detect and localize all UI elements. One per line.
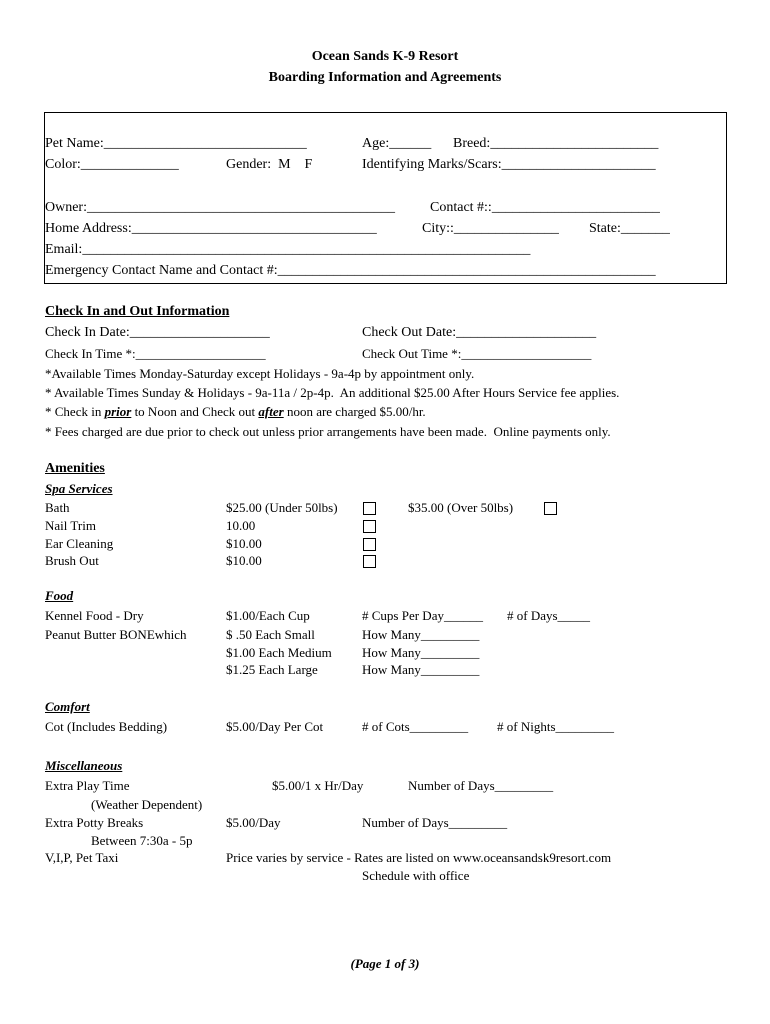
spa-item-price: $25.00 (Under 50lbs) (226, 500, 338, 515)
spa-heading: Spa Services (45, 481, 113, 496)
spa-item-name: Ear Cleaning (45, 536, 114, 551)
kennel-food-price: $1.00/Each Cup (226, 608, 310, 623)
checkin-note-2: * Available Times Sunday & Holidays - 9a-11a / 2p-4p. An additional $25.00 After Hours Service fee applies. (45, 385, 620, 400)
checkin-heading: Check In and Out Information (45, 304, 230, 319)
checkin-note-1: *Available Times Monday-Saturday except Holidays - 9a-4p by appointment only. (45, 366, 475, 381)
spa-item-price: $10.00 (226, 553, 262, 568)
nights-field[interactable]: # of Nights_________ (497, 719, 614, 734)
page-number: (Page 1 of 3) (350, 956, 420, 971)
gender-field[interactable]: Gender: M F (226, 157, 313, 172)
note3-prior: prior (104, 404, 132, 419)
pb-small-how-many[interactable]: How Many_________ (362, 627, 480, 642)
pb-medium-how-many[interactable]: How Many_________ (362, 645, 480, 660)
spa-item-name: Bath (45, 500, 70, 515)
checkin-date-field[interactable]: Check In Date:____________________ (45, 325, 270, 340)
vip-taxi-price: Price varies by service - Rates are listed on www.oceansandsk9resort.com (226, 850, 612, 865)
play-days-field[interactable]: Number of Days_________ (408, 778, 554, 793)
cot-label: Cot (Includes Bedding) (45, 719, 168, 734)
pb-medium-price: $1.00 Each Medium (226, 645, 332, 660)
brush-out-checkbox[interactable] (363, 555, 376, 568)
misc-heading: Miscellaneous (45, 758, 123, 773)
bath-under-50-checkbox[interactable] (363, 502, 376, 515)
vip-taxi-note: Schedule with office (362, 868, 470, 883)
potty-label: Extra Potty Breaks (45, 815, 144, 830)
checkout-date-field[interactable]: Check Out Date:____________________ (362, 325, 597, 340)
checkin-note-3 (45, 405, 426, 418)
contact-field[interactable]: Contact #::________________________ (430, 200, 660, 215)
pet-name-field[interactable]: Pet Name:_____________________________ (45, 136, 307, 151)
nail-trim-checkbox[interactable] (363, 520, 376, 533)
document-subtitle: Boarding Information and Agreements (268, 70, 502, 85)
food-heading: Food (45, 588, 74, 603)
breed-field[interactable]: Breed:________________________ (453, 136, 659, 151)
home-address-field[interactable]: Home Address:___________________________________ (45, 221, 377, 236)
pb-large-price: $1.25 Each Large (226, 662, 318, 677)
city-field[interactable]: City::_______________ (422, 221, 559, 236)
note3-text-a: * Check in (45, 404, 105, 419)
pb-small-price: $ .50 Each Small (226, 627, 315, 642)
cups-per-day-field[interactable]: # Cups Per Day______ (362, 608, 483, 623)
spa-item-price: $10.00 (226, 536, 262, 551)
note3-text-c: noon are charged $5.00/hr. (283, 404, 426, 419)
emergency-contact-field[interactable]: Emergency Contact Name and Contact #:______________________________________________________ (45, 263, 656, 278)
peanut-butter-label: Peanut Butter BONEwhich (45, 627, 187, 642)
document-title: Ocean Sands K-9 Resort (311, 49, 459, 64)
note3-after: after (258, 404, 284, 419)
note3-text-b: to Noon and Check out (131, 404, 259, 419)
spa-item-name: Brush Out (45, 553, 99, 568)
cots-field[interactable]: # of Cots_________ (362, 719, 469, 734)
kennel-food-label: Kennel Food - Dry (45, 608, 144, 623)
spa-item-extra-price: $35.00 (Over 50lbs) (408, 500, 514, 515)
vip-taxi-label: V,I,P, Pet Taxi (45, 850, 119, 865)
marks-field[interactable]: Identifying Marks/Scars:______________________ (362, 157, 656, 172)
ear-cleaning-checkbox[interactable] (363, 538, 376, 551)
spa-item-name: Nail Trim (45, 518, 96, 533)
color-field[interactable]: Color:______________ (45, 157, 179, 172)
checkout-time-field[interactable]: Check Out Time *:____________________ (362, 346, 592, 361)
email-field[interactable]: Email:________________________________________________________________ (45, 242, 531, 257)
play-time-price: $5.00/1 x Hr/Day (272, 778, 364, 793)
checkin-time-field[interactable]: Check In Time *:____________________ (45, 346, 266, 361)
amenities-heading: Amenities (45, 461, 105, 476)
checkin-note-4: * Fees charged are due prior to check out unless prior arrangements have been made. Online payments only. (45, 424, 611, 439)
owner-field[interactable]: Owner:____________________________________________ (45, 200, 395, 215)
pb-large-how-many[interactable]: How Many_________ (362, 662, 480, 677)
food-days-field[interactable]: # of Days_____ (507, 608, 591, 623)
potty-days-field[interactable]: Number of Days_________ (362, 815, 508, 830)
comfort-heading: Comfort (45, 699, 90, 714)
potty-note: Between 7:30a - 5p (91, 833, 193, 848)
play-time-note: (Weather Dependent) (91, 797, 203, 812)
potty-price: $5.00/Day (226, 815, 281, 830)
state-field[interactable]: State:_______ (589, 221, 670, 236)
bath-over-50-checkbox[interactable] (544, 502, 557, 515)
cot-price: $5.00/Day Per Cot (226, 719, 324, 734)
play-time-label: Extra Play Time (45, 778, 130, 793)
age-field[interactable]: Age:______ (362, 136, 432, 151)
spa-item-price: 10.00 (226, 518, 256, 533)
